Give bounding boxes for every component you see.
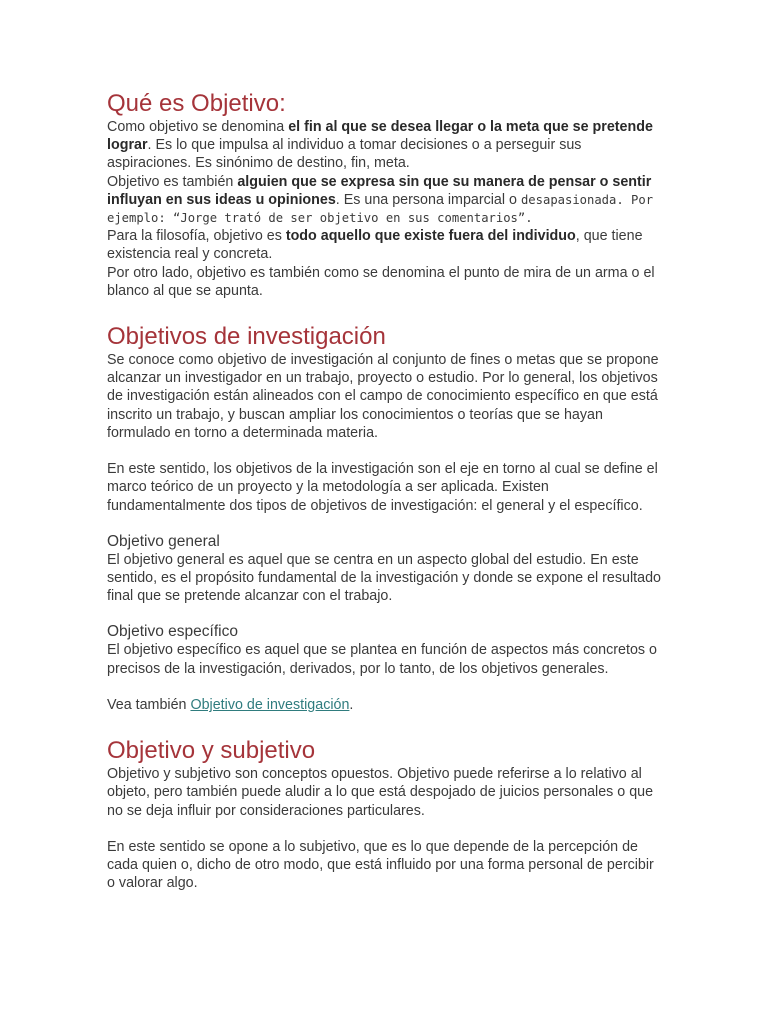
section-title-objetivo-y-subjetivo: Objetivo y subjetivo [107, 737, 316, 765]
paragraph-persona [107, 173, 663, 228]
section-objetivo-y-subjetivo [107, 737, 663, 892]
text-run: . Es una persona imparcial o [335, 191, 521, 208]
section-que-es-objetivo [107, 90, 663, 300]
paragraph-filosofia [107, 227, 663, 263]
bold-text-run: alguien que se expresa sin que su manera de pensar o sentir influyan en sus ideas u opiniones [107, 173, 652, 208]
section-title-que-es-objetivo: Qué es Objetivo: [107, 90, 286, 117]
paragraph-investigacion-intro: Se conoce como objetivo de investigación al conjunto de fines o metas que se propone alcanzar un investigador en un trabajo, proyecto o estudio. Por lo general, los objetivos de investigación están alineados con el campo de conocimiento específico en que está inscrito un trabajo, y buscan ampliar los conocimientos o teorías que se hayan formulado en torno a determinada materia. [107, 352, 659, 441]
subheading-objetivo-general: Objetivo general [107, 532, 220, 550]
paragraph-conceptos-opuestos: Objetivo y subjetivo son conceptos opuestos. Objetivo puede referirse a lo relativo al objeto, pero también puede aludir a lo que está despojado de juicios personales o que no se deja influir por consideraciones particulares. [107, 766, 654, 819]
subheading-objetivo-especifico: Objetivo específico [107, 623, 238, 641]
paragraph-punto-de-mira: Por otro lado, objetivo es también como se denomina el punto de mira de un arma o el blanco al que se apunta. [107, 264, 655, 299]
section-objetivos-de-investigacion [107, 323, 663, 714]
link-objetivo-de-investigacion[interactable]: Objetivo de investigación [190, 697, 350, 714]
paragraph-subjetivo: En este sentido se opone a lo subjetivo, que es lo que depende de la percepción de cada quien o, dicho de otro modo, que está influido por una forma personal de percibir o valorar algo. [107, 839, 654, 892]
see-also-prefix: Vea también [107, 697, 191, 714]
example-text-run: desapasionada. Por ejemplo: “Jorge trató de ser objetivo en sus comentarios”. [107, 192, 654, 226]
text-run: Objetivo es también [107, 173, 238, 190]
text-run: Para la filosofía, objetivo es [107, 228, 286, 245]
see-also-line [107, 696, 663, 714]
section-title-objetivos-de-investigacion: Objetivos de investigación [107, 323, 386, 351]
text-run: , que tiene existencia real y concreta. [107, 228, 643, 263]
text-run: Como objetivo se denomina [107, 119, 289, 135]
text-run: . Es lo que impulsa al individuo a tomar decisiones o a perseguir sus aspiraciones. Es sinónimo de destino, fin, meta. [107, 137, 582, 172]
bold-text-run: todo aquello que existe fuera del individuo [285, 228, 576, 245]
document-page [107, 90, 663, 893]
paragraph-objetivo-especifico: El objetivo específico es aquel que se plantea en función de aspectos más concretos o precisos de la investigación, derivados, por lo tanto, de los objetivos generales. [107, 642, 657, 677]
paragraph-definition [107, 118, 663, 173]
paragraph-objetivo-general: El objetivo general es aquel que se centra en un aspecto global del estudio. En este sentido, es el propósito fundamental de la investigación y donde se expone el resultado final que se pretende alcanzar con el trabajo. [107, 551, 661, 605]
paragraph-investigacion-sentido: En este sentido, los objetivos de la investigación son el eje en torno al cual se define el marco teórico de un proyecto y la metodología a ser aplicada. Existen fundamentalmente dos tipos de objetivos de investigación: el general y el específico. [107, 461, 658, 514]
bold-text-run: el fin al que se desea llegar o la meta que se pretende lograr [107, 119, 653, 154]
see-also-suffix: . [349, 697, 354, 714]
